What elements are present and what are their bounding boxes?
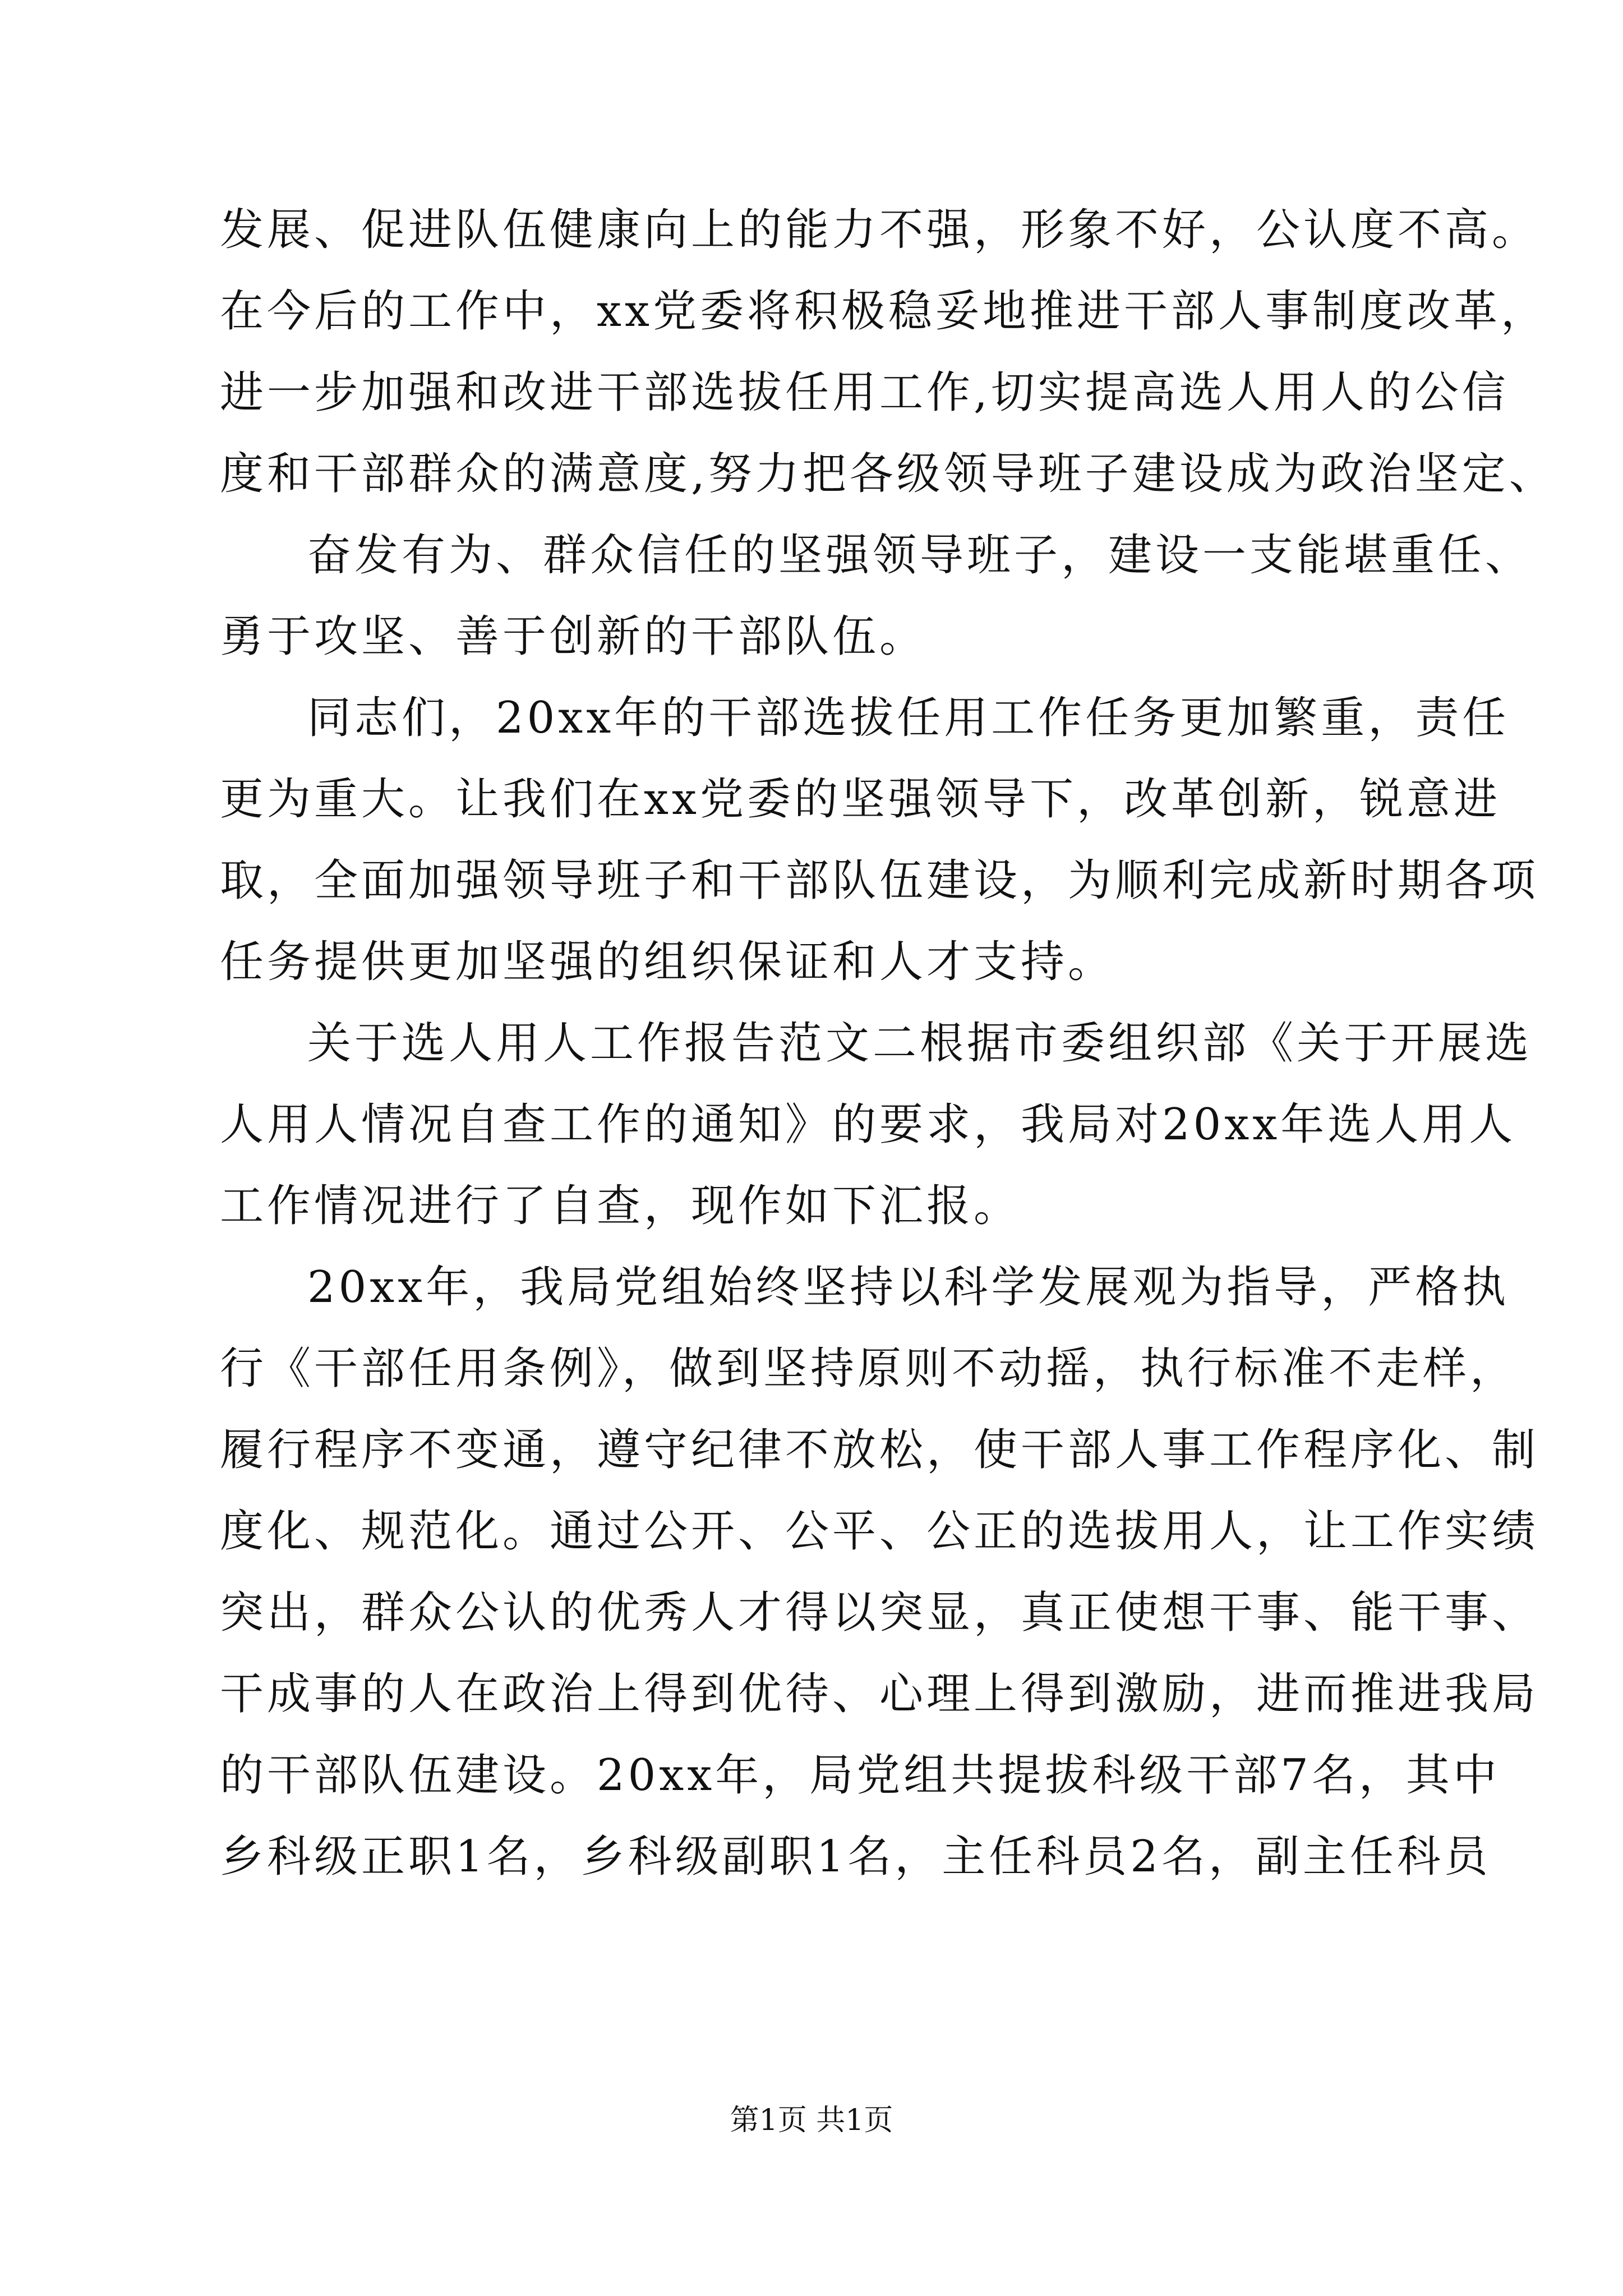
text-line: 行《干部任用条例》，做到坚持原则不动摇，执行标准不走样， bbox=[220, 1343, 1518, 1394]
text-line: 在今后的工作中，xx党委将积极稳妥地推进干部人事制度改革， bbox=[220, 286, 1548, 337]
text-line: 发展、促进队伍健康向上的能力不强，形象不好，公认度不高。 bbox=[220, 205, 1539, 255]
text-line: 突出，群众公认的优秀人才得以突显，真正使想干事、能干事、 bbox=[220, 1588, 1539, 1638]
text-line: 工作情况进行了自查，现作如下汇报。 bbox=[220, 1181, 1021, 1231]
text-line: 乡科级正职1名，乡科级副职1名，主任科员2名，副主任科员 bbox=[220, 1832, 1491, 1882]
text-line: 20xx年，我局党组始终坚持以科学发展观为指导，严格执 bbox=[307, 1262, 1510, 1313]
text-line: 取，全面加强领导班子和干部队伍建设，为顺利完成新时期各项 bbox=[220, 855, 1539, 906]
text-line: 任务提供更加坚强的组织保证和人才支持。 bbox=[220, 937, 1115, 987]
text-line: 更为重大。让我们在xx党委的坚强领导下，改革创新，锐意进 bbox=[220, 774, 1501, 825]
text-line: 奋发有为、群众信任的坚强领导班子，建设一支能堪重任、 bbox=[307, 530, 1533, 581]
text-line: 履行程序不变通，遵守纪律不放松，使干部人事工作程序化、制 bbox=[220, 1425, 1539, 1475]
text-line: 勇于攻坚、善于创新的干部队伍。 bbox=[220, 611, 927, 662]
text-line: 的干部队伍建设。20xx年，局党组共提拔科级干部7名，其中 bbox=[220, 1750, 1500, 1801]
text-line: 人用人情况自查工作的通知》的要求，我局对20xx年选人用人 bbox=[220, 1099, 1516, 1150]
text-line: 进一步加强和改进干部选拔任用工作,切实提高选人用人的公信 bbox=[220, 367, 1509, 418]
text-line: 关于选人用人工作报告范文二根据市委组织部《关于开展选 bbox=[307, 1018, 1533, 1069]
text-line: 度和干部群众的满意度,努力把各级领导班子建设成为政治坚定、 bbox=[220, 449, 1556, 499]
text-line: 同志们，20xx年的干部选拔任用工作任务更加繁重，责任 bbox=[307, 693, 1510, 743]
page-footer: 第1页 共1页 bbox=[730, 2104, 893, 2137]
text-line: 度化、规范化。通过公开、公平、公正的选拔用人，让工作实绩 bbox=[220, 1506, 1539, 1557]
text-line: 干成事的人在政治上得到优待、心理上得到激励，进而推进我局 bbox=[220, 1669, 1539, 1719]
document-body bbox=[220, 190, 1556, 1898]
